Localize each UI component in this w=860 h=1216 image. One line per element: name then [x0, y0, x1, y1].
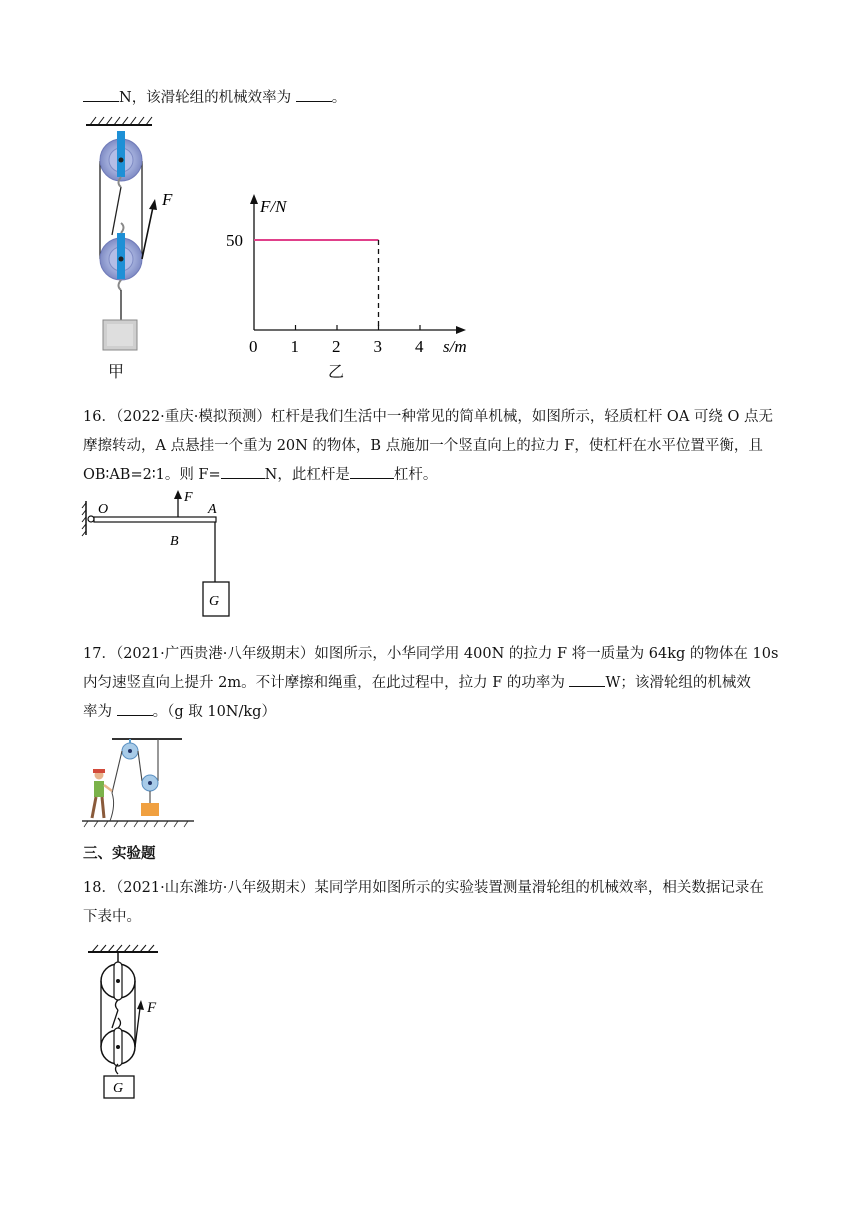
answer-blank[interactable] — [296, 85, 332, 102]
x-axis-label: s/m — [443, 337, 467, 356]
answer-blank[interactable] — [117, 699, 153, 716]
svg-text:F: F — [147, 1000, 157, 1016]
svg-text:O: O — [98, 502, 109, 517]
answer-blank[interactable] — [569, 670, 605, 687]
answer-blank[interactable] — [350, 462, 394, 479]
y-axis-label: F/N — [260, 197, 287, 216]
x-tick-label: 4 — [415, 337, 424, 356]
svg-text:F: F — [184, 490, 193, 505]
y-axis-arrow — [250, 194, 258, 204]
x-axis-arrow — [456, 326, 466, 334]
figure-label-yi: 乙 — [328, 362, 345, 381]
q17-line-1: 17．（2021·广西贵港·八年级期末）如图所示，小华同学用 400N 的拉力 F 将一质量为 64kg 的物体在 10s — [83, 646, 779, 662]
force-distance-chart — [220, 190, 490, 360]
figure-label-jia: 甲 — [108, 362, 125, 381]
answer-blank[interactable] — [221, 462, 265, 479]
q18-line-2: 下表中。 — [83, 909, 141, 925]
q16-line-3: OB∶AB=2∶1。则 F= N，此杠杆是 杠杆。 — [83, 461, 783, 490]
lever-figure — [82, 487, 242, 627]
svg-text:A: A — [208, 502, 217, 517]
q18-line-1: 18．（2021·山东潍坊·八年级期末）某同学用如图所示的实验装置测量滑轮组的机械效率，相关数据记录在 — [83, 880, 764, 896]
q17-line-2: 内匀速竖直向上提升 2m。不计摩擦和绳重，在此过程中，拉力 F 的功率为 W；该滑轮组的机械效 — [83, 669, 783, 698]
q16-line-2: 摩擦转动，A 点悬挂一个重为 20N 的物体，B 点施加一个竖直向上的拉力 F，使杠杆在水平位置平衡，且 — [83, 438, 763, 454]
x-tick-label: 1 — [290, 337, 299, 356]
q15-tail-line: N，该滑轮组的机械效率为 。 — [83, 84, 783, 113]
svg-text:G: G — [209, 594, 220, 609]
q17-line-3: 率为 。（g 取 10N/kg） — [83, 698, 783, 727]
answer-blank[interactable] — [83, 85, 119, 102]
svg-text:G: G — [113, 1081, 124, 1096]
pulley-figure-q18 — [88, 944, 178, 1104]
force-label: F — [162, 190, 173, 209]
section-title: 三、实验题 — [83, 846, 156, 862]
x-tick-label: 2 — [332, 337, 341, 356]
svg-text:B: B — [170, 534, 179, 549]
worker-pulley-figure — [82, 733, 202, 831]
q16-line-1: 16．（2022·重庆·模拟预测）杠杆是我们生活中一种常见的简单机械，如图所示，轻质杠杆 OA 可绕 O 点无 — [83, 409, 773, 425]
x-tick-label: 0 — [249, 337, 258, 356]
pulley-figure-jia — [80, 115, 173, 385]
y-tick-label: 50 — [226, 231, 243, 250]
x-tick-label: 3 — [373, 337, 382, 356]
